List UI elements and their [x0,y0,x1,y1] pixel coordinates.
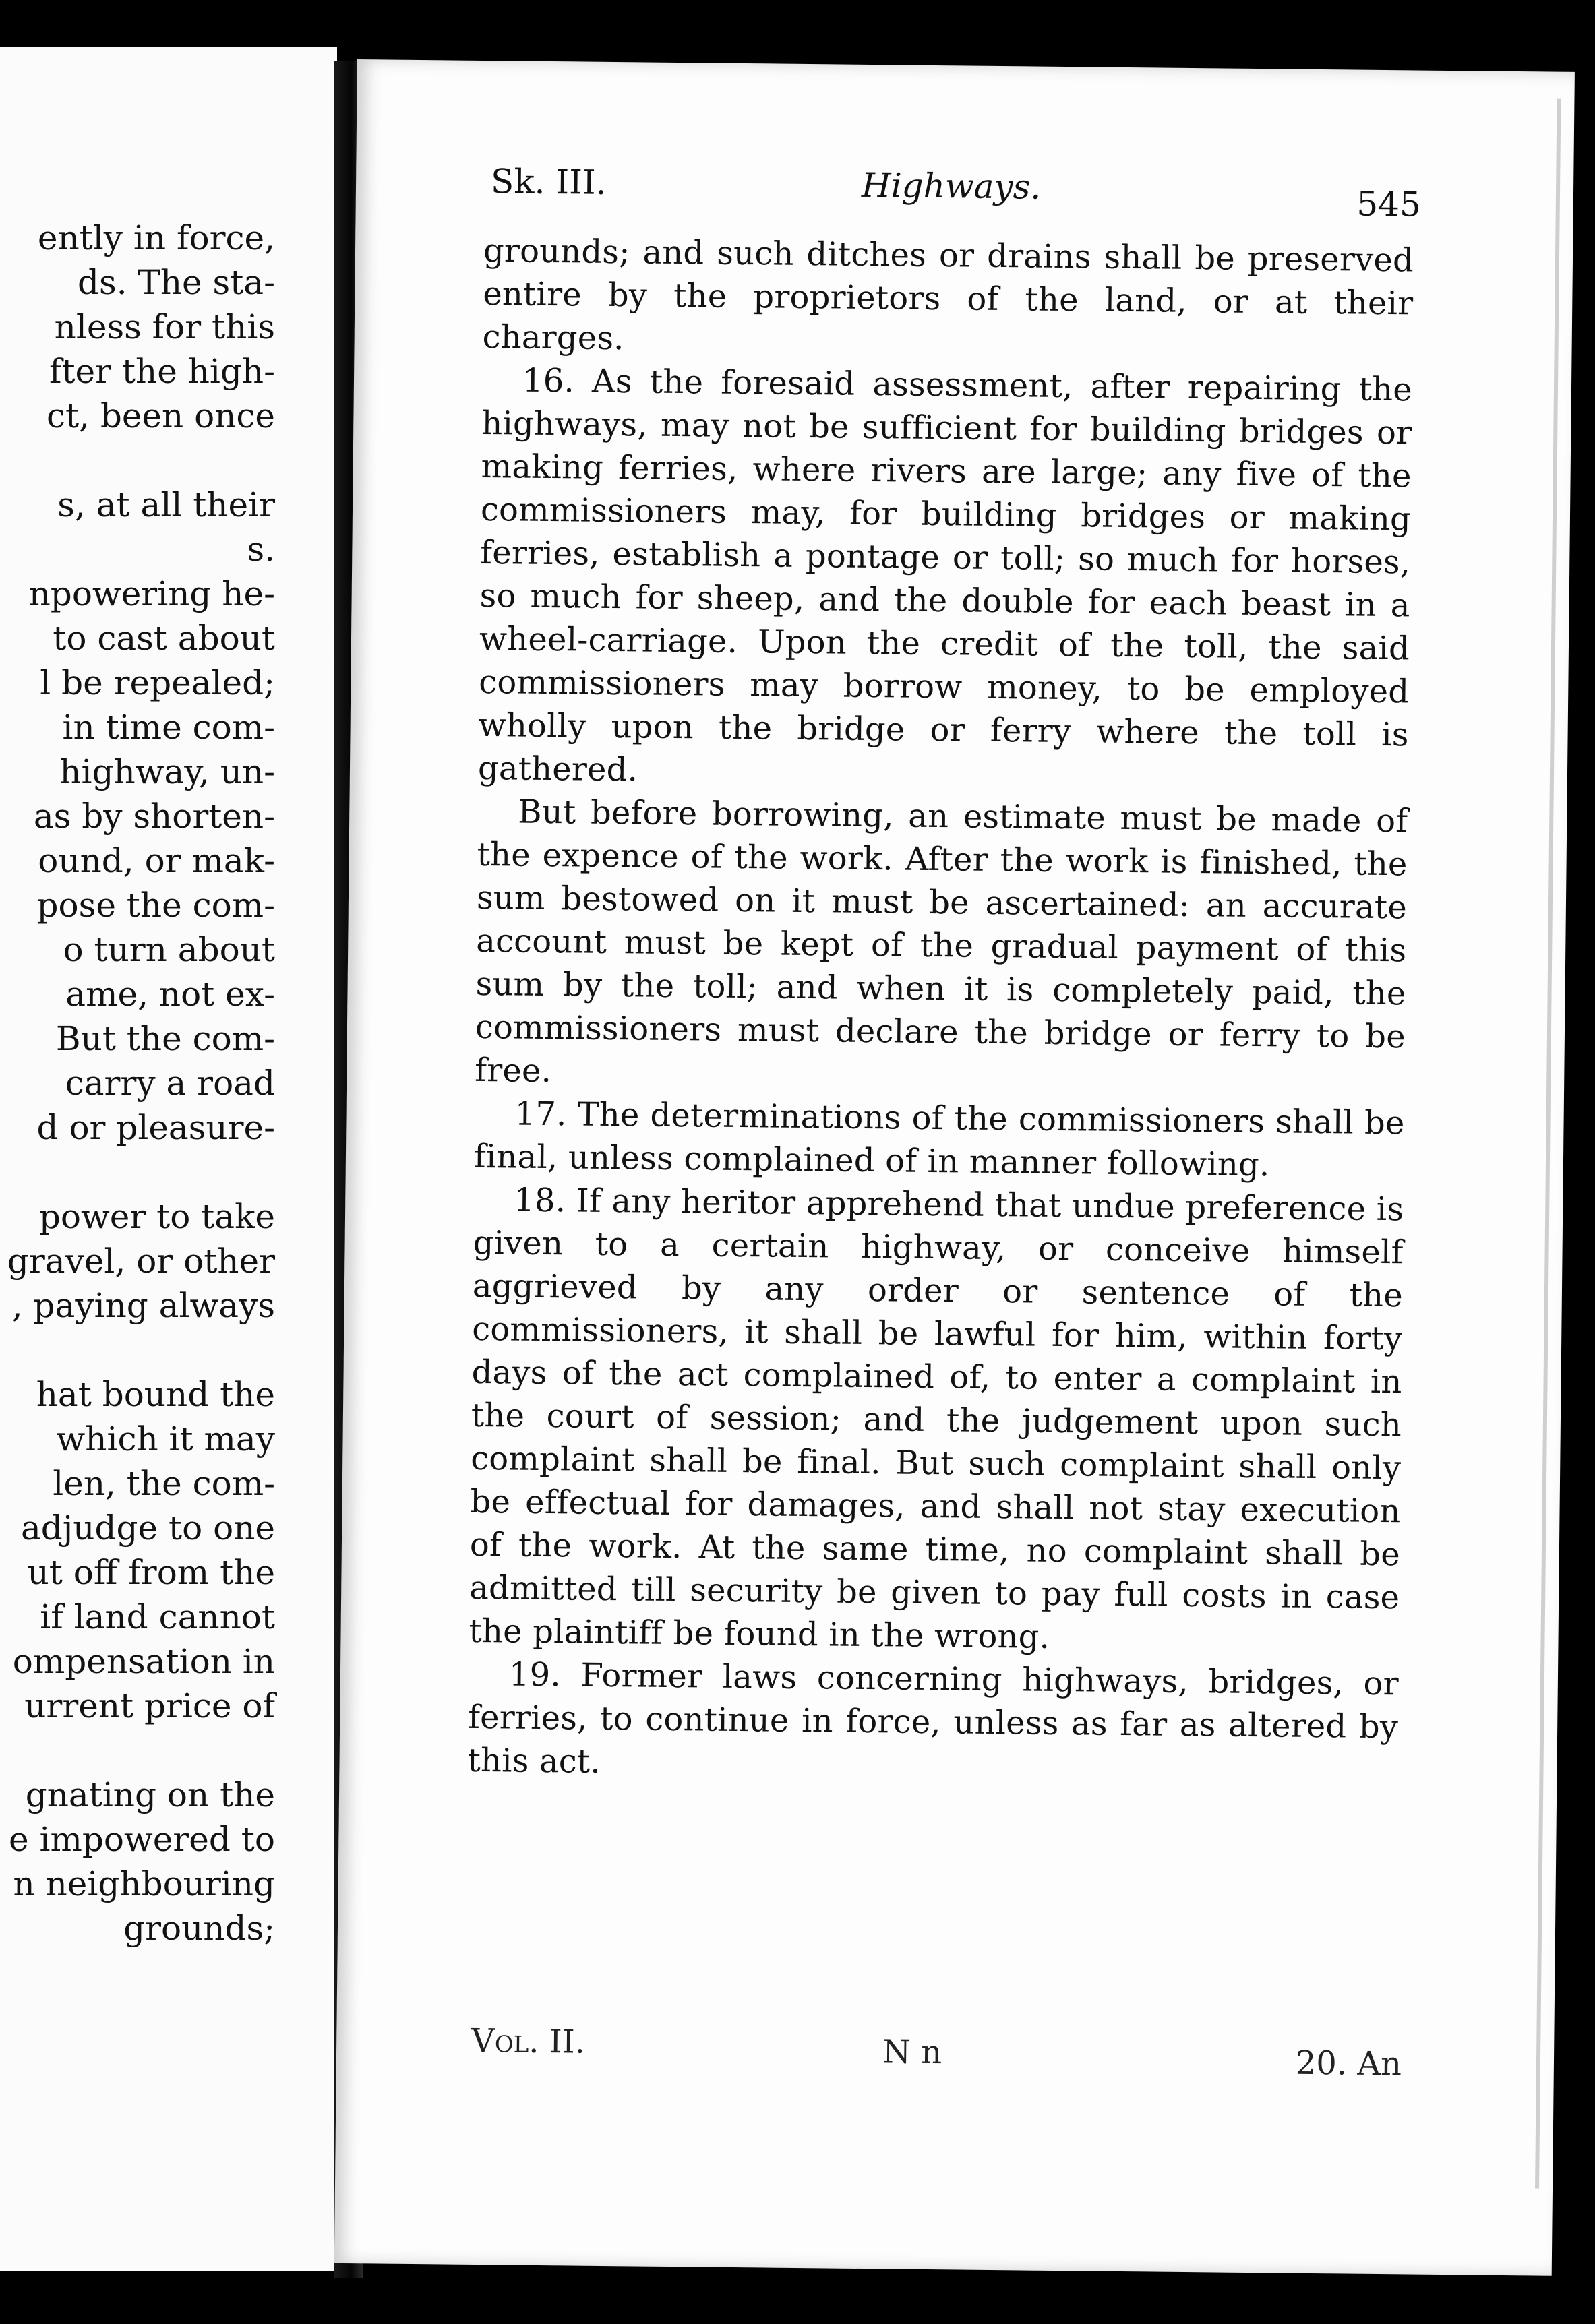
left-page-line [0,1150,275,1194]
signature-mark: N n [882,2033,942,2072]
left-page-line [0,1728,275,1773]
paragraph: 16. As the foresaid assessment, after repairing the highways, may not be sufficient for building bridges or making ferries, where rivers are large; any five of the commissioners may, for building bridges or making ferries, establish a pontage or toll; so much for horses, so much for sheep, and the double for each beast in a wheel-carriage. Upon the credit of the toll, the said commissioners may borrow money, to be employed wholly upon the bridge or ferry where the toll is gathered. [477,361,1413,789]
left-page-line: l be repealed; [40,663,275,702]
left-page-line: hat bound the [36,1375,275,1414]
left-page-line: power to take [38,1197,275,1236]
left-page-line: carry a road [65,1064,275,1103]
left-page-line: ound, or mak- [38,841,275,880]
paragraph: 19. Former laws concerning highways, bridges, or ferries, to continue in force, unless as far as altered by this act. [467,1655,1400,1781]
page-number: 545 [1356,184,1422,224]
left-page-line: s, at all their [57,485,275,524]
left-page-line: o turn about [63,930,275,969]
left-page-line: gnating on the [25,1775,275,1814]
left-page-line: highway, un- [59,752,275,791]
left-page-line: len, the com- [53,1464,275,1503]
left-page-line: ut off from the [27,1553,275,1592]
left-page-line: ct, been once [46,396,275,435]
left-page-line: s. [247,530,275,569]
left-page-line: grounds; [123,1909,275,1948]
page-edge [1535,99,1561,2189]
paragraph: But before borrowing, an estimate must be made of the expence of the work. After the work is finished, the sum bestowed on it must be ascertained: an accurate account must be kept of the gradual payment of this sum by the toll; and when it is completely paid, the commissioners must declare the bridge or ferry to be free. [475,793,1408,1091]
left-page-line: fter the high- [49,352,275,391]
left-page-line: npowering he- [28,574,275,613]
left-page-line: which it may [56,1419,275,1459]
left-page-line [0,1328,275,1372]
left-page-text [0,216,275,1951]
page-footer [471,2022,1402,2085]
body-text [467,229,1414,1792]
volume-label: Vol. II. [471,2021,586,2061]
paragraph: 17. The determinations of the commissioners shall be final, unless complained of in manner following. [473,1095,1405,1184]
right-page [334,59,1575,2276]
section-label: Sk. III. [490,162,607,202]
paragraph: 18. If any heritor apprehend that undue preference is given to a certain highway, or conceive himself aggrieved by any order or sentence of the commissioners, it shall be lawful for him, within forty days of the act complained of, to enter a complaint in the court of session; and the judgement upon such complaint shall be final. But such complaint shall only be effectual for damages, and shall not stay execution of the work. At the same time, no complaint shall be admitted till security be given to pay full costs in case the plaintiff be found in the wrong. [469,1181,1404,1656]
left-page-line: gravel, or other [7,1242,275,1281]
left-page-line: in time com- [62,708,275,747]
left-page-line: ds. The sta- [78,263,275,302]
left-page-line: to cast about [53,619,275,658]
left-page-line: ame, not ex- [65,975,275,1014]
left-page-line: ently in force, [37,218,275,257]
left-page-line [0,438,275,483]
left-page-line: as by shorten- [33,797,275,836]
left-page-line: ompensation in [12,1642,275,1681]
left-page [0,47,337,2271]
left-page-line: nless for this [54,307,275,346]
left-page-line: , paying always [11,1286,275,1325]
left-page-line: pose the com- [36,886,275,925]
page-header [491,162,1422,225]
left-page-line: d or pleasure- [36,1108,275,1147]
paragraph: grounds; and such ditches or drains shall be preserved entire by the proprietors of the land, or at their charges. [482,231,1414,358]
left-page-line: But the com- [55,1019,275,1058]
left-page-line: n neighbouring [13,1864,275,1903]
running-head: Highways. [861,165,1042,207]
left-page-line: adjudge to one [20,1508,275,1548]
left-page-line: e impowered to [9,1820,275,1859]
left-page-line: urrent price of [24,1686,275,1725]
catchword: 20. An [1295,2044,1402,2083]
left-page-line: if land cannot [40,1597,275,1637]
